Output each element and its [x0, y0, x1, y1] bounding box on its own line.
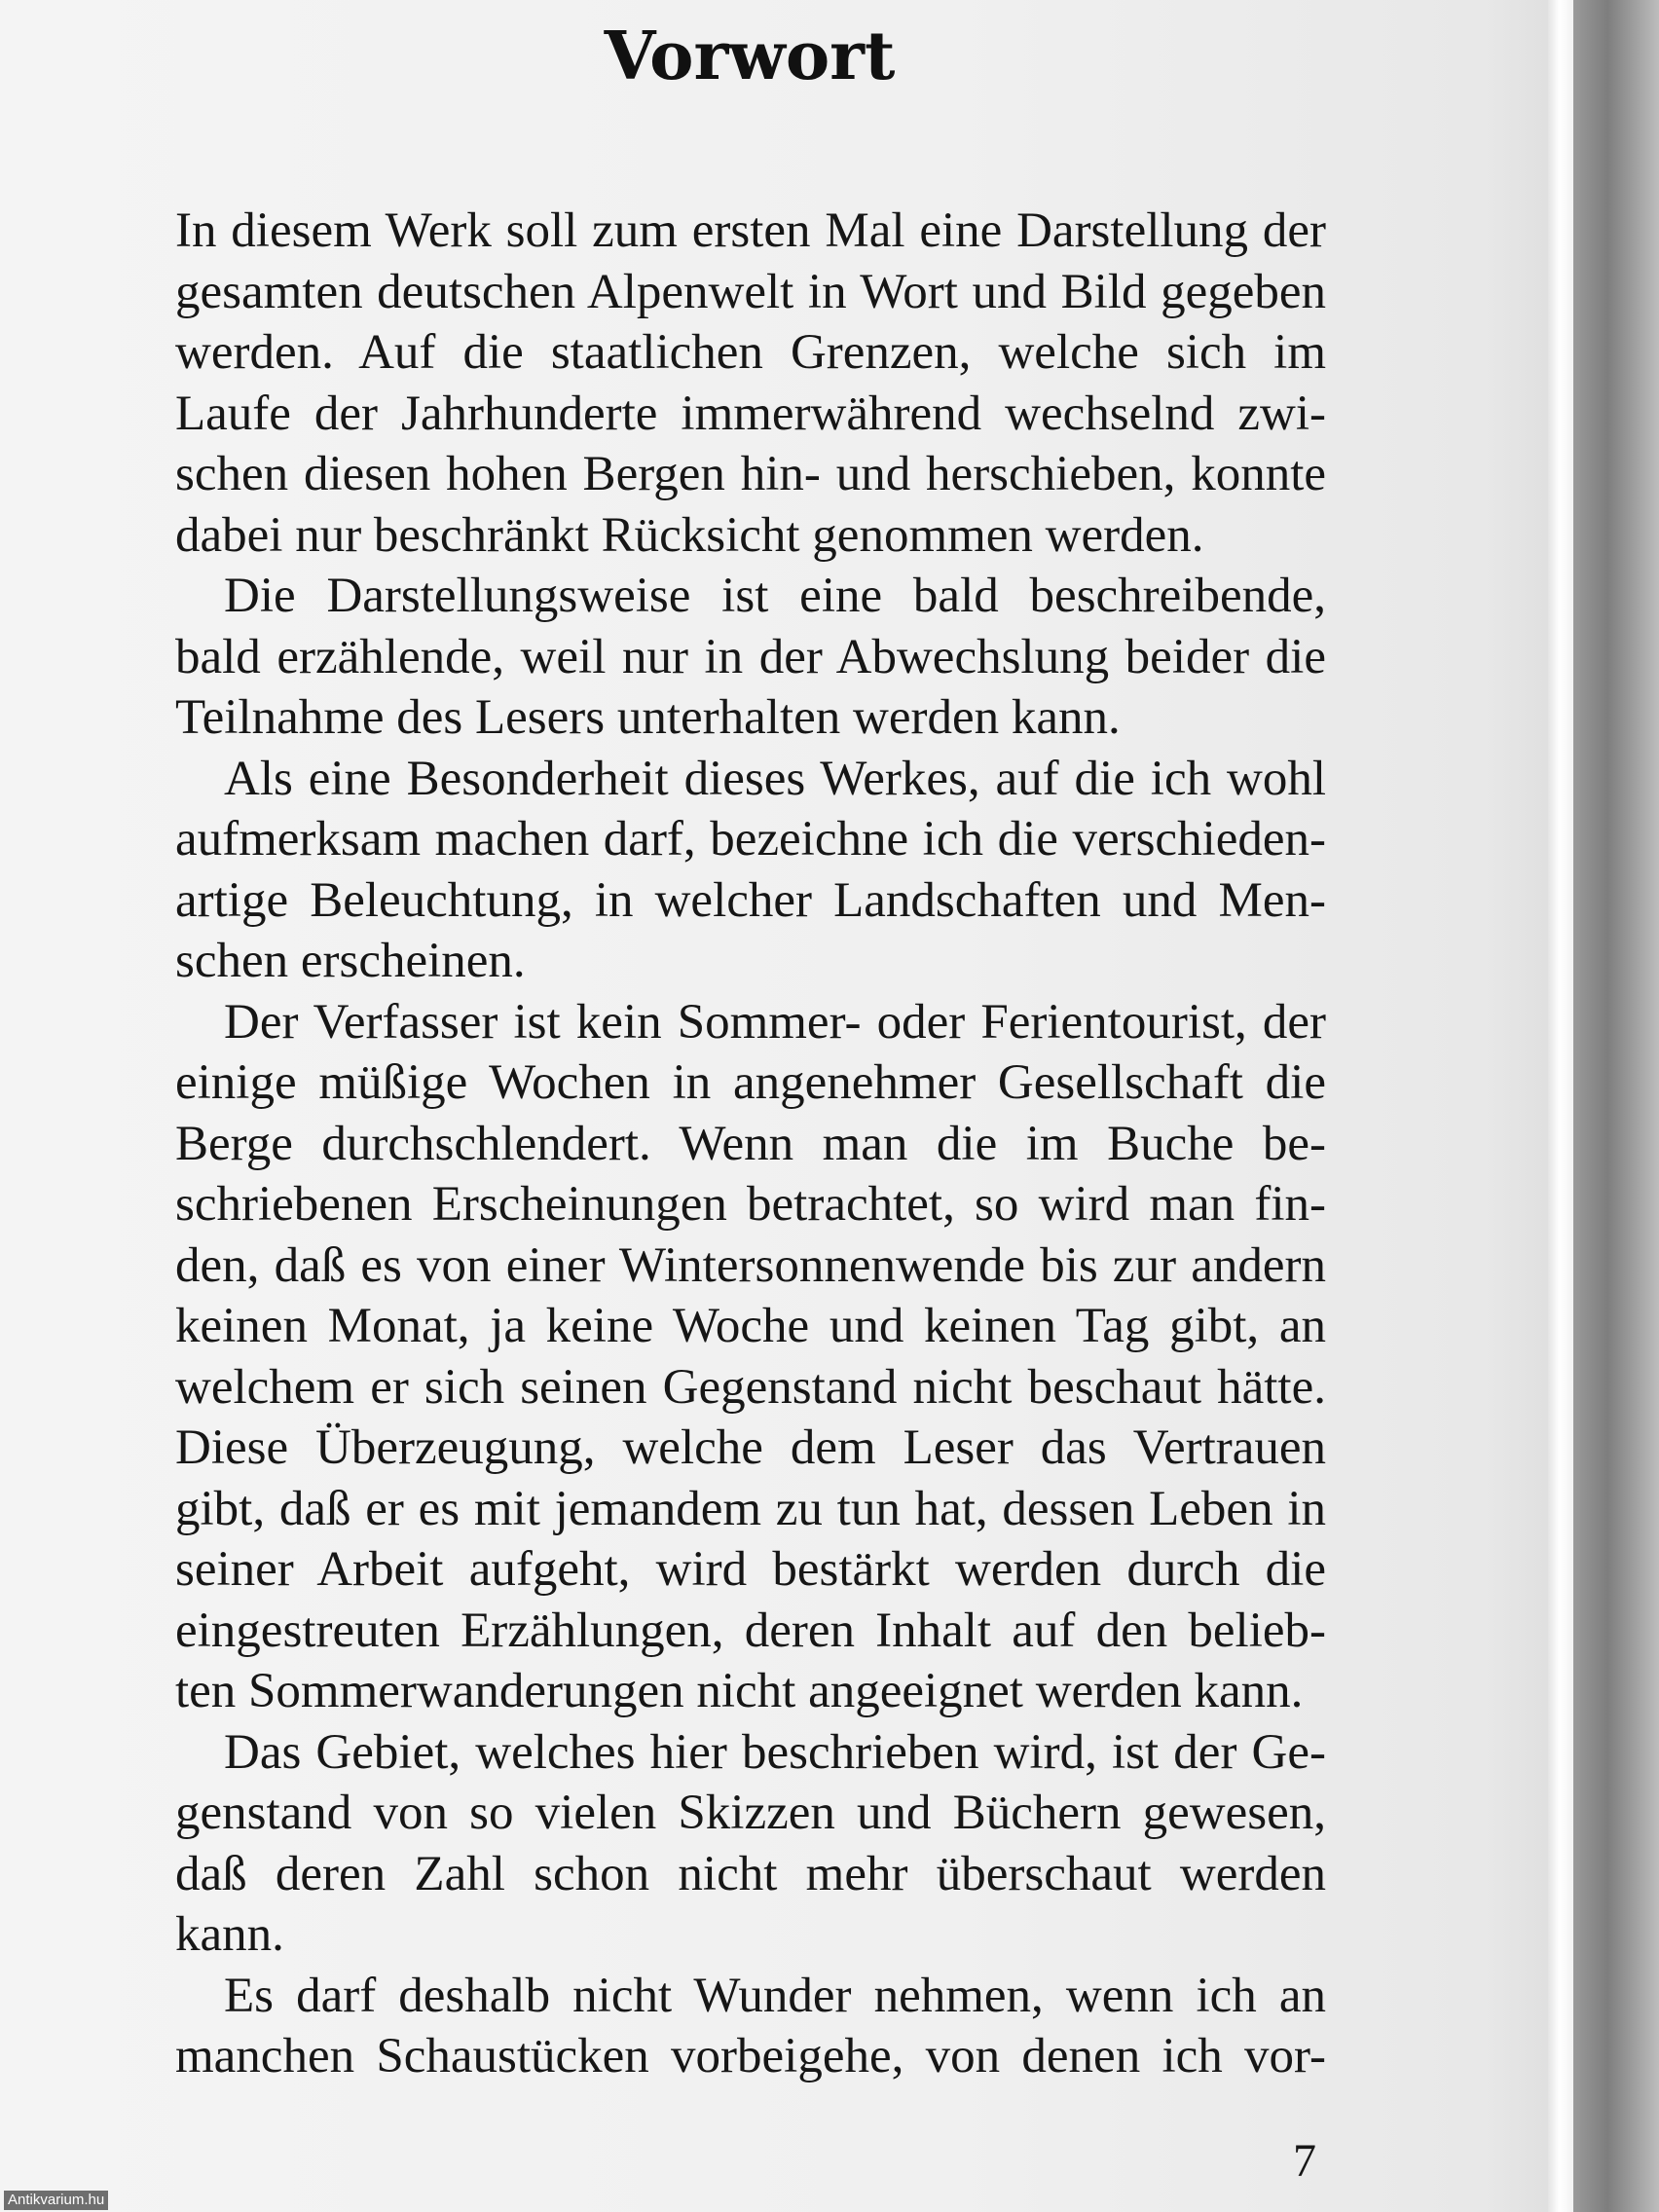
- text-line: den, daß es von einer Wintersonnenwende bis zur andern: [175, 1237, 1326, 1293]
- text-line: eingestreuten Erzählungen, deren Inhalt auf den belieb-: [175, 1603, 1326, 1658]
- text-line: Berge durchschlendert. Wenn man die im Buche be-: [175, 1116, 1326, 1171]
- paragraph-6: [175, 1966, 1326, 2087]
- text-line: ten Sommerwanderungen nicht angeeignet werden kann.: [175, 1664, 1304, 1718]
- text-line: genstand von so vielen Skizzen und Büchern gewesen,: [175, 1786, 1326, 1840]
- text-line: keinen Monat, ja keine Woche und keinen Tag gibt, an: [175, 1299, 1326, 1353]
- text-line: seiner Arbeit aufgeht, wird bestärkt werden durch die: [175, 1542, 1326, 1597]
- text-line: Das Gebiet, welches hier beschrieben wird, ist der Ge-: [224, 1724, 1326, 1780]
- text-line: manchen Schaustücken vorbeigehe, von denen ich vor-: [175, 2029, 1326, 2083]
- paragraph-3: [175, 749, 1326, 992]
- text-line: Teilnahme des Lesers unterhalten werden kann.: [175, 690, 1121, 745]
- text-line: schen diesen hohen Bergen hin- und herschieben, konnte: [175, 447, 1326, 501]
- text-line: einige müßige Wochen in angenehmer Gesellschaft die: [175, 1055, 1326, 1110]
- paragraph-2: [175, 566, 1326, 749]
- paragraph-4: [175, 992, 1326, 1722]
- page-number: 7: [1293, 2135, 1316, 2187]
- text-line: In diesem Werk soll zum ersten Mal eine Darstellung der: [175, 203, 1326, 258]
- text-line: artige Beleuchtung, in welcher Landschaften und Men-: [175, 872, 1326, 928]
- text-line: aufmerksam machen darf, bezeichne ich die verschieden-: [175, 812, 1326, 866]
- text-line: gibt, daß er es mit jemandem zu tun hat, dessen Leben in: [175, 1481, 1326, 1536]
- text-line: Die Darstellungsweise ist eine bald beschreibende,: [224, 569, 1326, 623]
- text-line: schen erscheinen.: [175, 934, 526, 988]
- text-line: dabei nur beschränkt Rücksicht genommen werden.: [175, 507, 1204, 563]
- text-line: bald erzählende, weil nur in der Abwechslung beider die: [175, 629, 1326, 684]
- page-heading: Vorwort: [604, 18, 896, 95]
- text-line: Es darf deshalb nicht Wunder nehmen, wenn ich an: [224, 1968, 1326, 2023]
- text-line: kann.: [175, 1907, 284, 1962]
- text-line: schriebenen Erscheinungen betrachtet, so wird man fin-: [175, 1177, 1326, 1232]
- text-line: werden. Auf die staatlichen Grenzen, welche sich im: [175, 325, 1326, 380]
- paragraph-5: [175, 1722, 1326, 1966]
- text-line: daß deren Zahl schon nicht mehr überschaut werden: [175, 1846, 1326, 1901]
- watermark: Antikvarium.hu: [4, 2191, 108, 2210]
- text-line: welchem er sich seinen Gegenstand nicht beschaut hätte.: [175, 1359, 1326, 1415]
- text-line: gesamten deutschen Alpenwelt in Wort und Bild gegeben: [175, 264, 1326, 319]
- paragraph-1: [175, 201, 1326, 566]
- body-text: [175, 201, 1326, 2087]
- text-line: Der Verfasser ist kein Sommer- oder Ferientourist, der: [224, 994, 1326, 1050]
- text-line: Diese Überzeugung, welche dem Leser das Vertrauen: [175, 1420, 1326, 1475]
- text-line: Laufe der Jahrhunderte immerwährend wechselnd zwi-: [175, 386, 1326, 441]
- page-edge: [1548, 0, 1573, 2212]
- text-line: Als eine Besonderheit dieses Werkes, auf die ich wohl: [224, 751, 1326, 806]
- background-surface: [1573, 0, 1659, 2212]
